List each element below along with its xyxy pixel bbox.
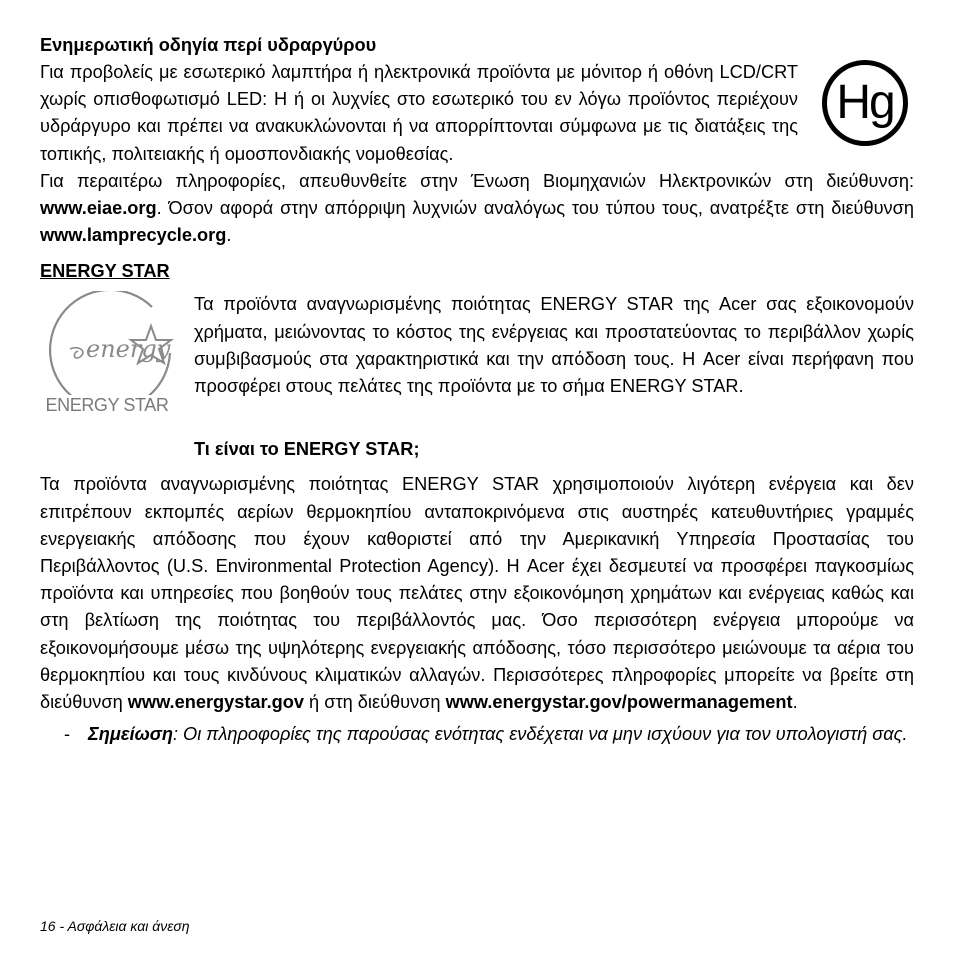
- energy-star-body-text-a: Τα προϊόντα αναγνωρισμένης ποιότητας ENERGY STAR χρησιμοποιούν λιγότερη ενέργεια και δεν επιτρέπουν εκπομπές αερίων θερμοκηπίου ανταποκρινόμενα στις αυστηρές κατευθυντήριες γραμμές ενεργειακής απόδοσης που έχουν καθοριστεί από την Αμερικανική Υπηρεσία Προστασίας του Περιβάλλοντος (U.S. Environmental Protection Agency). Η Acer έχει δεσμευτεί να προσφέρει παγκοσμίως προϊόντα και υπηρεσίες που βοηθούν τους πελάτες στην εξοικονόμηση χρημάτων και ενέργειας καθώς και στη βελτίωση της ποιότητας του περιβάλλοντός μας. Όσο περισσότερη ενέργεια μπορούμε να εξοικονομήσουμε μέσω της υψηλότερης ενεργειακής απόδοσης, τόσο περισσότερο μειώνουμε τα αέρια του θερμοκηπίου και τους κινδύνους κλιματικών αλλαγών. Περισσότερες πληροφορίες μπορείτε να βρείτε στη διεύθυνση: [40, 474, 914, 713]
- energy-star-body-text-b: ή στη διεύθυνση: [304, 692, 446, 713]
- note-item: [40, 721, 914, 748]
- energystar-powermanagement-link[interactable]: www.energystar.gov/powermanagement: [445, 692, 793, 713]
- energy-star-logo-script: energy: [86, 335, 171, 364]
- energy-star-logo: [40, 291, 174, 423]
- note-text: [88, 721, 914, 748]
- energystar-gov-link[interactable]: www.energystar.gov: [127, 692, 304, 713]
- mercury-info-text-b: . Όσον αφορά στην απόρριψη λυχνιών αναλόγως του τύπου τους, ανατρέξτε στη διεύθυνση: [156, 198, 914, 219]
- note-body: : Οι πληροφορίες της παρούσας ενότητας ενδέχεται να μην ισχύουν για τον υπολογιστή σας.: [172, 724, 908, 745]
- energy-star-body-paragraph: [40, 471, 914, 716]
- energy-star-intro-section: [40, 291, 914, 423]
- energy-star-intro-paragraph: Τα προϊόντα αναγνωρισμένης ποιότητας ENERGY STAR της Acer σας εξοικονομούν χρήματα, μειώνοντας το κόστος της ενέργειας και προστατεύοντας το περιβάλλον χωρίς συμβιβασμούς στα χαρακτηριστικά και την απόδοση τους. Η Acer είναι περήφανη που προσφέρει στους πελάτες της προϊόντα με το σήμα ENERGY STAR.: [194, 294, 914, 397]
- mercury-info-text-a: Για περαιτέρω πληροφορίες, απευθυνθείτε στην Ένωση Βιομηχανιών Ηλεκτρονικών στη διεύθυνση:: [40, 170, 914, 191]
- lamprecycle-link[interactable]: www.lamprecycle.org: [40, 225, 227, 246]
- page-footer: 16 - Ασφάλεια και άνεση: [40, 918, 190, 934]
- mercury-section: [40, 59, 914, 168]
- energy-star-logo-graphic: [40, 291, 174, 395]
- energy-star-heading: ENERGY STAR: [40, 261, 170, 282]
- energy-star-subheading: Τι είναι το ENERGY STAR;: [194, 439, 420, 460]
- energy-star-logo-text: ENERGY STAR: [45, 395, 169, 416]
- note-bullet: -: [64, 724, 71, 745]
- eiae-link[interactable]: www.eiae.org: [40, 198, 157, 219]
- note-label: Σημείωση: [88, 724, 173, 745]
- mercury-info-text-c: .: [226, 225, 232, 246]
- mercury-hg-logo: [822, 60, 908, 146]
- document-page: [40, 32, 914, 748]
- mercury-paragraph: Για προβολείς με εσωτερικό λαμπτήρα ή ηλεκτρονικά προϊόντα με μόνιτορ ή οθόνη LCD/CRT χωρίς οπισθοφωτισμό LED: Η ή οι λυχνίες στο εσωτερικό του εν λόγω προϊόντος περιέχουν υδράργυρο και πρέπει να ανακυκλώνονται ή να απορρίπτονται σύμφωνα με τις διατάξεις της τοπικής, πολιτειακής ή ομοσπονδιακής νομοθεσίας.: [40, 62, 798, 164]
- energy-star-body-text-c: .: [792, 692, 798, 713]
- mercury-heading: Ενημερωτική οδηγία περί υδραργύρου: [40, 35, 377, 55]
- mercury-hg-logo-text: Hg: [836, 76, 894, 129]
- mercury-info-paragraph: [40, 168, 914, 250]
